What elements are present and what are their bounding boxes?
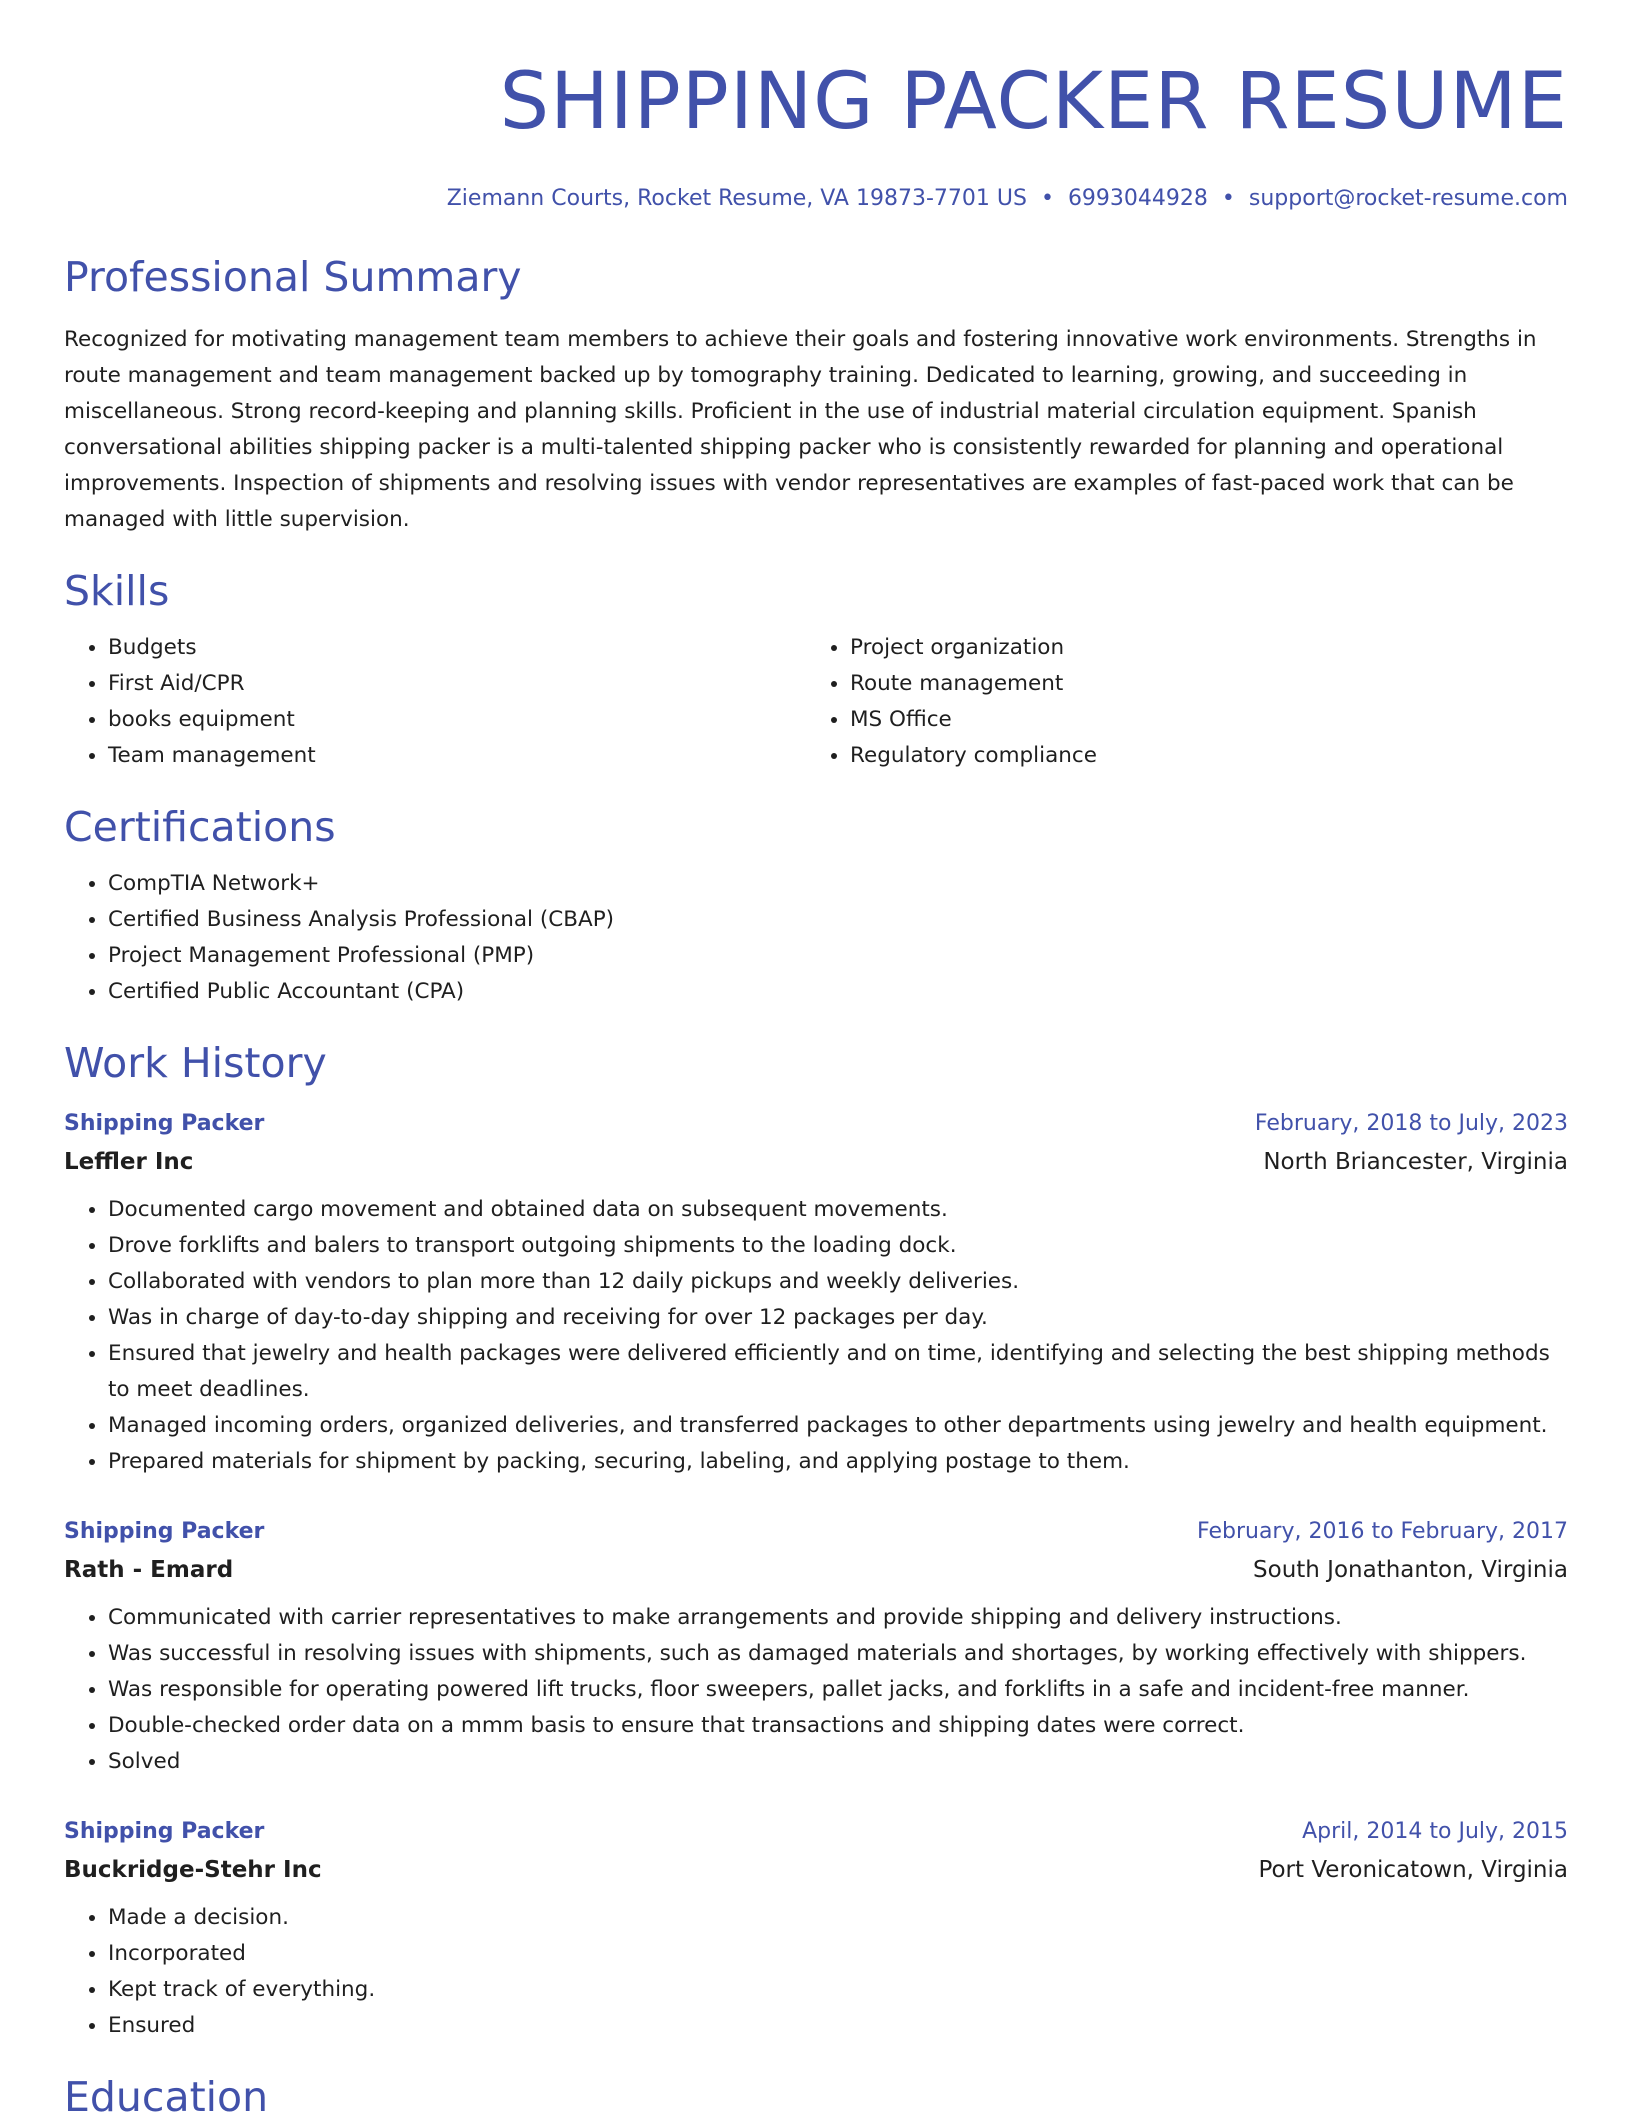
job-duty: • Incorporated xyxy=(108,1936,1568,1972)
resume-title: SHIPPING PACKER RESUME xyxy=(499,57,1568,147)
job-duty: • Was responsible for operating powered lift trucks, floor sweepers, pallet jacks, and forklifts in a safe and incident-free manner. xyxy=(108,1672,1568,1708)
job-location: Port Veronicatown, Virginia xyxy=(1258,1857,1568,1883)
job-duty: • Prepared materials for shipment by packing, securing, labeling, and applying postage to them. xyxy=(108,1444,1568,1480)
resume-header xyxy=(64,0,1568,214)
job-duties-list xyxy=(64,1192,1568,1480)
job-location: South Jonathanton, Virginia xyxy=(1253,1557,1568,1583)
job-duty: • Managed incoming orders, organized deliveries, and transferred packages to other departments using jewelry and health equipment. xyxy=(108,1408,1568,1444)
job-title-row xyxy=(64,1106,1568,1142)
skills-grid xyxy=(64,630,1568,774)
skill-item: • Regulatory compliance xyxy=(850,738,1548,774)
job-title-row xyxy=(64,1514,1568,1550)
certifications-section xyxy=(64,802,1568,1010)
job-duty: • Made a decision. xyxy=(108,1900,1568,1936)
work-history-heading: Work History xyxy=(64,1039,327,1087)
job-duty: • Ensured that jewelry and health packages were delivered efficiently and on time, identifying and selecting the best shipping methods to meet deadlines. xyxy=(108,1336,1568,1408)
contact-line xyxy=(64,184,1568,214)
job-duty: • Was in charge of day-to-day shipping and receiving for over 12 packages per day. xyxy=(108,1300,1568,1336)
job-title: Shipping Packer xyxy=(64,1519,265,1544)
job-duty: • Collaborated with vendors to plan more than 12 daily pickups and weekly deliveries. xyxy=(108,1264,1568,1300)
job-title-row xyxy=(64,1814,1568,1850)
job-duty: • Drove forklifts and balers to transport outgoing shipments to the loading dock. xyxy=(108,1228,1568,1264)
skills-list-right xyxy=(806,630,1548,774)
job-duty: • Double-checked order data on a mmm basis to ensure that transactions and shipping dates were correct. xyxy=(108,1708,1568,1744)
contact-address: Ziemann Courts, Rocket Resume, VA 19873-7701 US xyxy=(446,186,1027,211)
work-history-section xyxy=(64,1038,1568,2044)
job-location: North Briancester, Virginia xyxy=(1263,1149,1568,1175)
professional-summary-text: Recognized for motivating management team members to achieve their goals and fostering innovative work environments. Strengths in route management and team management backed up by tomography training. Dedicated to learning, growing, and succeeding in miscellaneous. Strong record-keeping and planning skills. Proficient in the use of industrial material circulation equipment. Spanish conversational abilities shipping packer is a multi-talented shipping packer who is consistently rewarded for planning and operational improvements. Inspection of shipments and resolving issues with vendor representatives are examples of fast-paced work that can be managed with little supervision. xyxy=(64,327,1537,532)
skill-item: • First Aid/CPR xyxy=(108,666,806,702)
job-duty: • Documented cargo movement and obtained data on subsequent movements. xyxy=(108,1192,1568,1228)
job-duty: • Communicated with carrier representatives to make arrangements and provide shipping and delivery instructions. xyxy=(108,1600,1568,1636)
certification-item: • CompTIA Network+ xyxy=(108,866,1568,902)
job-duties-list xyxy=(64,1900,1568,2044)
job-company: Buckridge-Stehr Inc xyxy=(64,1857,322,1883)
job-entry xyxy=(64,1514,1568,1780)
job-company-row xyxy=(64,1850,1568,1890)
skill-item: • MS Office xyxy=(850,702,1548,738)
job-company: Rath - Emard xyxy=(64,1557,234,1583)
job-duty: • Ensured xyxy=(108,2008,1568,2044)
job-duty: • Was successful in resolving issues with shipments, such as damaged materials and shortages, by working effectively with shippers. xyxy=(108,1636,1568,1672)
job-dates: April, 2014 to July, 2015 xyxy=(1302,1819,1568,1844)
contact-phone: 6993044928 xyxy=(1067,186,1208,211)
skills-column-right xyxy=(806,630,1548,774)
certification-item: • Project Management Professional (PMP) xyxy=(108,938,1568,974)
job-entry xyxy=(64,1814,1568,2044)
job-company-row xyxy=(64,1142,1568,1182)
skill-item: • Route management xyxy=(850,666,1548,702)
job-dates: February, 2018 to July, 2023 xyxy=(1254,1111,1568,1136)
skill-item: • Project organization xyxy=(850,630,1548,666)
job-duty: • Kept track of everything. xyxy=(108,1972,1568,2008)
certifications-heading: Certifications xyxy=(64,803,336,851)
professional-summary-section xyxy=(64,252,1568,538)
skills-column-left xyxy=(64,630,806,774)
skill-item: • books equipment xyxy=(108,702,806,738)
job-duty: • Solved xyxy=(108,1744,1568,1780)
contact-separator: • xyxy=(1040,186,1054,211)
job-company-row xyxy=(64,1550,1568,1590)
job-duties-list xyxy=(64,1600,1568,1780)
contact-separator: • xyxy=(1221,186,1235,211)
skill-item: • Team management xyxy=(108,738,806,774)
skill-item: • Budgets xyxy=(108,630,806,666)
education-section xyxy=(64,2072,1568,2122)
certifications-list xyxy=(64,866,1568,1010)
certification-item: • Certified Public Accountant (CPA) xyxy=(108,974,1568,1010)
skills-section xyxy=(64,566,1568,774)
job-title: Shipping Packer xyxy=(64,1819,265,1844)
education-heading: Education xyxy=(64,2073,269,2121)
professional-summary-heading: Professional Summary xyxy=(64,253,522,301)
contact-email: support@rocket-resume.com xyxy=(1248,186,1568,211)
skills-heading: Skills xyxy=(64,567,170,615)
job-dates: February, 2016 to February, 2017 xyxy=(1197,1519,1568,1544)
skills-list-left xyxy=(64,630,806,774)
job-company: Leffler Inc xyxy=(64,1149,194,1175)
certification-item: • Certified Business Analysis Professional (CBAP) xyxy=(108,902,1568,938)
job-title: Shipping Packer xyxy=(64,1111,265,1136)
job-entry xyxy=(64,1106,1568,1480)
